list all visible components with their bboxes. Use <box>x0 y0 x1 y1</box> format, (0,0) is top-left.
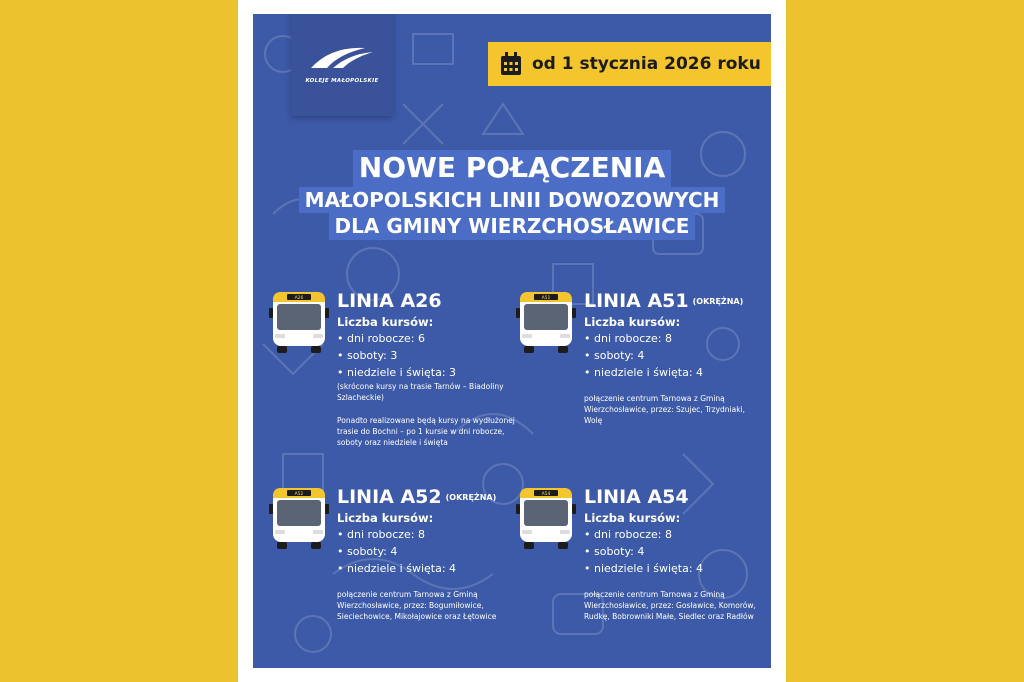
bus-sign: A26 <box>294 296 304 301</box>
line-name: LINIA A26 <box>337 290 442 312</box>
courses-saturdays: • soboty: 3 <box>337 349 398 362</box>
line-title <box>584 486 693 508</box>
route-note: połączenie centrum Tarnowa z Gminą Wierzchosławice, przez: Gosławice, Komorów, Rudkę, Bobrowniki Małe, Siedlec oraz Radłów <box>584 590 756 621</box>
line-name: LINIA A51 <box>584 290 689 312</box>
courses-saturdays: • soboty: 4 <box>584 349 645 362</box>
courses-sundays: • niedziele i święta: 4 <box>584 562 704 575</box>
line-title <box>337 486 496 508</box>
bus-icon <box>516 290 576 354</box>
bus-sign: A51 <box>541 296 551 301</box>
courses-saturdays: • soboty: 4 <box>584 545 645 558</box>
logo-tab <box>291 14 393 116</box>
line-title <box>337 290 446 312</box>
calendar-icon <box>500 52 522 76</box>
courses-weekdays: • dni robocze: 8 <box>337 528 426 541</box>
courses-sundays: • niedziele i święta: 3 <box>337 366 457 379</box>
courses-weekdays: • dni robocze: 6 <box>337 332 426 345</box>
line-title <box>584 290 743 312</box>
courses-saturdays: • soboty: 4 <box>337 545 398 558</box>
line-details <box>584 511 764 622</box>
bus-icon <box>269 486 329 550</box>
courses-label: Liczba kursów: <box>584 315 681 329</box>
courses-label: Liczba kursów: <box>337 315 434 329</box>
date-text: od 1 stycznia 2026 roku <box>532 54 761 74</box>
bus-sign: A52 <box>294 492 304 497</box>
courses-weekdays: • dni robocze: 8 <box>584 528 673 541</box>
line-details <box>584 315 764 426</box>
courses-sundays: • niedziele i święta: 4 <box>337 562 457 575</box>
route-note: połączenie centrum Tarnowa z Gminą Wierzchosławice, przez: Szujec, Trzydniaki, Wolę <box>584 394 746 425</box>
extra-note: Ponadto realizowane będą kursy na wydłużonej trasie do Bochni – po 1 kursie w dni robocze, soboty oraz niedziele i święta <box>337 416 515 447</box>
date-badge <box>488 42 771 86</box>
courses-label: Liczba kursów: <box>337 511 434 525</box>
headline <box>253 150 771 240</box>
line-name: LINIA A52 <box>337 486 442 508</box>
courses-weekdays: • dni robocze: 8 <box>584 332 673 345</box>
line-details <box>337 315 517 448</box>
headline-line-1: NOWE POŁĄCZENIA <box>353 150 671 187</box>
courses-label: Liczba kursów: <box>584 511 681 525</box>
bus-icon <box>269 290 329 354</box>
poster <box>253 14 771 668</box>
bus-icon <box>516 486 576 550</box>
bus-sign: A54 <box>541 492 551 497</box>
logo-text: KOLEJE MAŁOPOLSKIE <box>305 78 379 84</box>
route-note: połączenie centrum Tarnowa z Gminą Wierzchosławice, przez: Bogumiłowice, Sieciechowice, Mikołajowice oraz Łętowice <box>337 590 497 621</box>
koleje-malopolskie-logo-icon <box>309 44 375 70</box>
headline-line-3: DLA GMINY WIERZCHOSŁAWICE <box>329 213 696 240</box>
line-details <box>337 511 517 622</box>
courses-sundays: • niedziele i święta: 4 <box>584 366 704 379</box>
route-note: (skrócone kursy na trasie Tarnów – Biadoliny Szlacheckie) <box>337 382 504 402</box>
line-suffix: (OKRĘŻNA) <box>692 297 744 306</box>
line-suffix: (OKRĘŻNA) <box>445 493 497 502</box>
line-name: LINIA A54 <box>584 486 689 508</box>
headline-line-2: MAŁOPOLSKICH LINII DOWOZOWYCH <box>299 187 726 213</box>
